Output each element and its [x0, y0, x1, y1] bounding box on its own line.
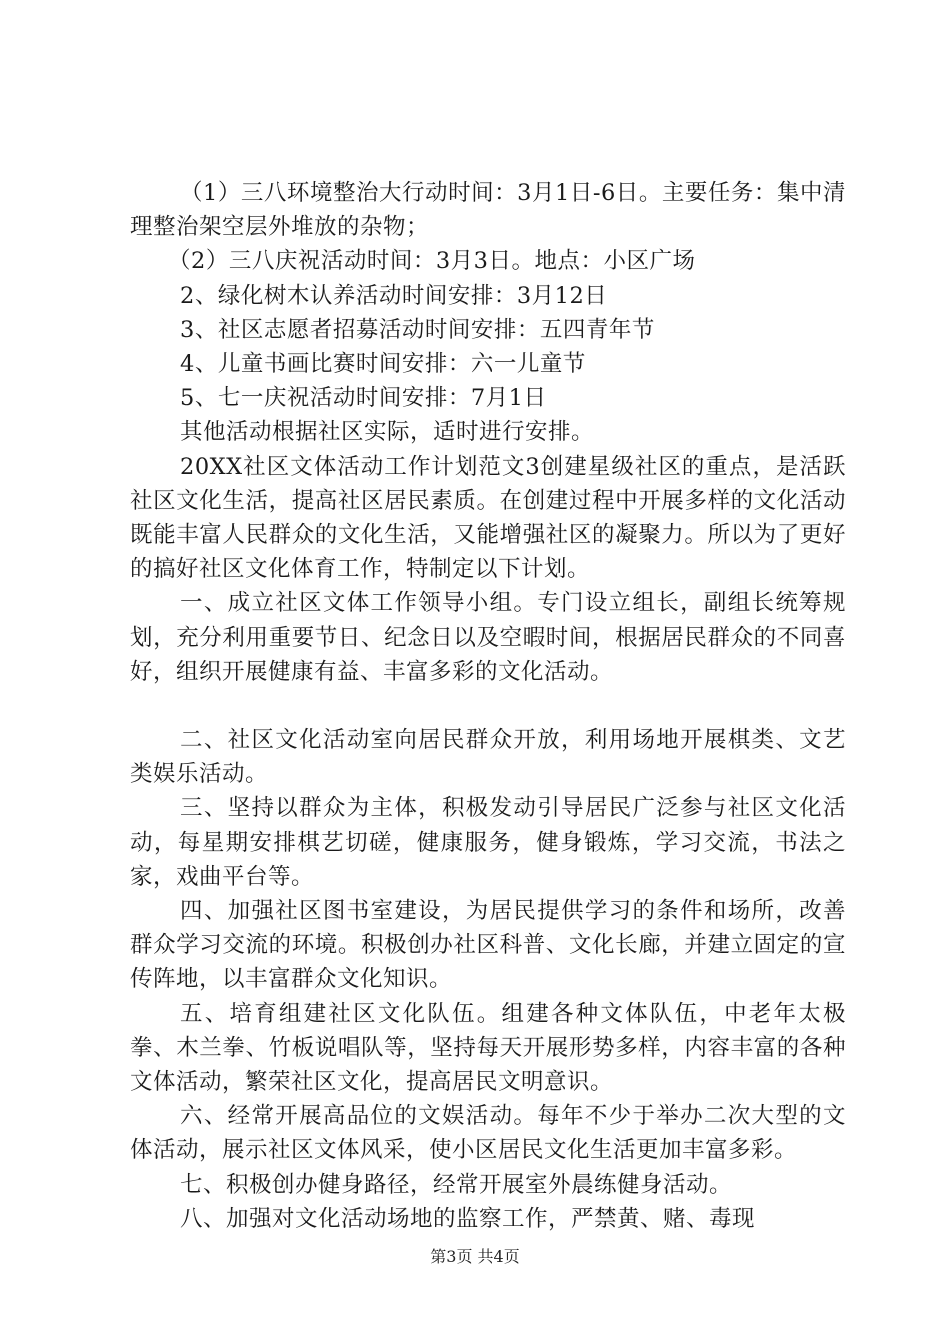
- paragraph-item-1-2: （2）三八庆祝活动时间：3月3日。地点：小区广场: [168, 248, 696, 275]
- paragraph-item-4: 4、儿童书画比赛时间安排：六一儿童节: [180, 351, 586, 378]
- document-body: [130, 176, 846, 1236]
- paragraph-section-4: 四、加强社区图书室建设，为居民提供学习的条件和场所，改善群众学习交流的环境。积极创办社区科普、文化长廊，并建立固定的宣传阵地，以丰富群众文化知识。: [130, 898, 846, 993]
- paragraph-section-2: 二、社区文化活动室向居民群众开放，利用场地开展棋类、文艺类娱乐活动。: [130, 727, 846, 788]
- paragraph-item-3: 3、社区志愿者招募活动时间安排：五四青年节: [180, 316, 655, 343]
- paragraph-section-3: 三、坚持以群众为主体，积极发动引导居民广泛参与社区文化活动，每星期安排棋艺切磋，健康服务，健身锻炼，学习交流，书法之家，戏曲平台等。: [130, 795, 846, 890]
- paragraph-section-5: 五、培育组建社区文化队伍。组建各种文体队伍，中老年太极拳、木兰拳、竹板说唱队等，坚持每天开展形势多样，内容丰富的各种文体活动，繁荣社区文化，提高居民文明意识。: [130, 1000, 846, 1096]
- paragraph-plan-intro: 20XX社区文体活动工作计划范文3创建星级社区的重点，是活跃社区文化生活，提高社区居民素质。在创建过程中开展多样的文化活动既能丰富人民群众的文化生活，又能增强社区的凝聚力。所以为了更好的搞好社区文化体育工作，特制定以下计划。: [130, 453, 846, 583]
- paragraph-section-8: 八、加强对文化活动场地的监察工作，严禁黄、赌、毒现: [180, 1205, 756, 1232]
- paragraph-section-1: 一、成立社区文体工作领导小组。专门设立组长，副组长统筹规划，充分利用重要节日、纪念日以及空暇时间，根据居民群众的不同喜好，组织开展健康有益、丰富多彩的文化活动。: [130, 590, 846, 685]
- paragraph-item-1-1: （1）三八环境整治大行动时间：3月1日-6日。主要任务：集中清理整治架空层外堆放的杂物；: [130, 180, 846, 241]
- paragraph-item-2: 2、绿化树木认养活动时间安排：3月12日: [180, 282, 608, 309]
- paragraph-other-activities: 其他活动根据社区实际，适时进行安排。: [180, 419, 595, 446]
- paragraph-gap: [130, 689, 846, 723]
- page-number-footer: 第3页 共4页: [430, 1247, 520, 1266]
- paragraph-section-7: 七、积极创办健身路径，经常开展室外晨练健身活动。: [180, 1171, 733, 1198]
- paragraph-item-5: 5、七一庆祝活动时间安排：7月1日: [180, 385, 547, 412]
- paragraph-section-6: 六、经常开展高品位的文娱活动。每年不少于举办二次大型的文体活动，展示社区文体风采，使小区居民文化生活更加丰富多彩。: [130, 1103, 846, 1164]
